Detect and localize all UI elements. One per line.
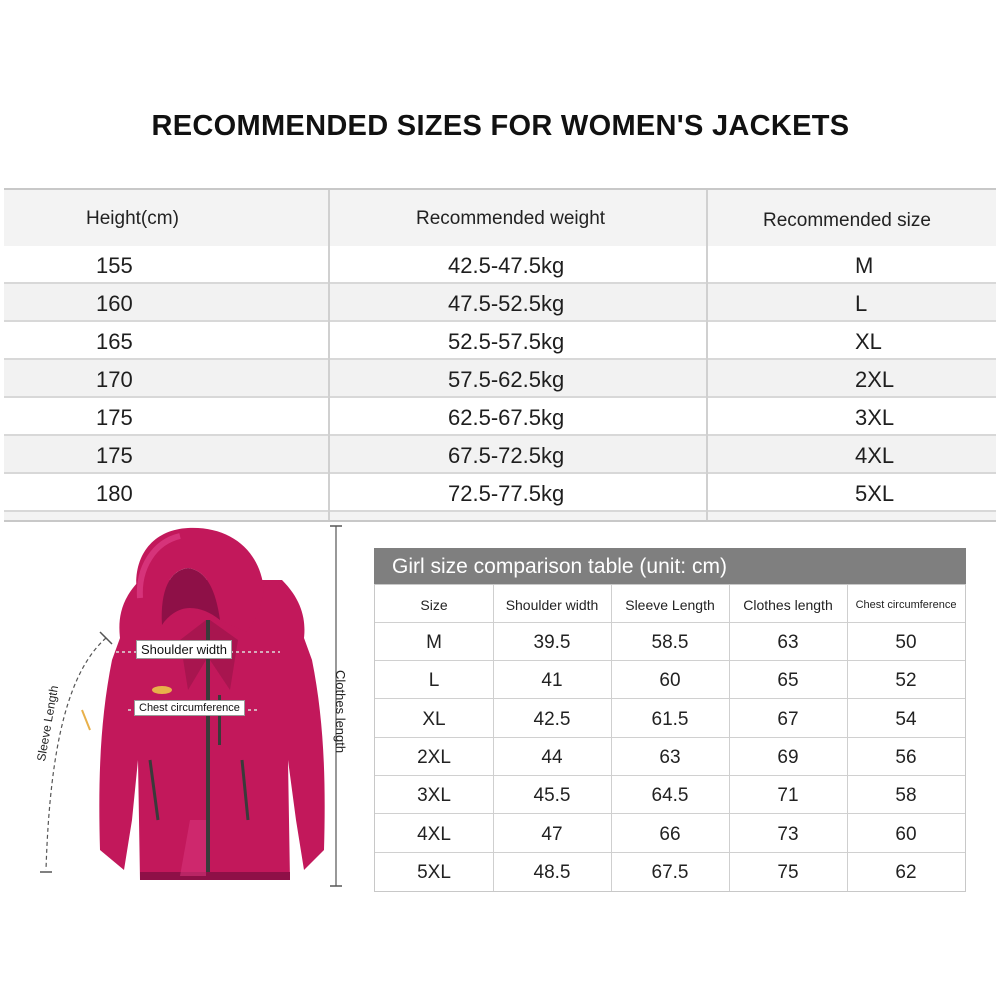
jacket-illustration xyxy=(20,520,360,900)
size-table-cell: 63 xyxy=(659,746,681,768)
sleeve-length-label: Sleeve Length xyxy=(34,684,62,763)
height-cell: 175 xyxy=(96,405,133,430)
table-row xyxy=(4,246,996,284)
size-table-cell: 67 xyxy=(777,708,799,730)
size-table-cell: 39.5 xyxy=(533,632,571,653)
size-table-cell: 54 xyxy=(895,708,917,730)
size-table-cell: 65 xyxy=(777,670,799,692)
table-row xyxy=(4,436,996,474)
size-table-cell: L xyxy=(428,670,440,692)
size-table-cell: 56 xyxy=(895,746,917,768)
shoulder-width-label: Shoulder width xyxy=(136,640,232,659)
size-table-cell: 47 xyxy=(541,823,563,845)
size-cell: M xyxy=(855,253,874,278)
size-table-cell: M xyxy=(426,632,442,653)
size-table-cell: 58 xyxy=(895,785,917,807)
size-table-cell: 41 xyxy=(541,670,563,692)
size-table-row xyxy=(375,623,965,661)
size-table-cell: 52 xyxy=(895,670,917,692)
size-table-cell: 58.5 xyxy=(651,632,689,653)
size-table-cell: 63 xyxy=(777,632,799,653)
height-cell: 175 xyxy=(96,443,133,468)
weight-cell: 52.5-57.5kg xyxy=(448,329,565,354)
clothes-length-label: Clothes length xyxy=(333,670,348,754)
table-row xyxy=(4,474,996,512)
size-cell: 4XL xyxy=(855,443,895,468)
size-table-title: Girl size comparison table (unit: cm) xyxy=(374,548,966,584)
size-table-cell: 61.5 xyxy=(651,708,689,730)
size-table-cell: 42.5 xyxy=(533,708,571,730)
size-table-cell: XL xyxy=(422,708,446,730)
size-table-cell: 60 xyxy=(895,823,917,845)
size-table-cell: 48.5 xyxy=(533,861,571,883)
height-cell: 180 xyxy=(96,481,133,506)
table-header-row xyxy=(4,190,996,248)
size-cell: 2XL xyxy=(855,367,895,392)
chest-circumference-label: Chest circumference xyxy=(134,700,245,716)
header-size: Recommended size xyxy=(763,210,931,231)
weight-cell: 47.5-52.5kg xyxy=(448,291,565,316)
size-table-cell: 69 xyxy=(777,746,799,768)
size-cell: 5XL xyxy=(855,481,895,506)
size-table-header-cell: Shoulder width xyxy=(505,597,599,613)
size-comparison-table xyxy=(374,584,966,892)
size-cell: XL xyxy=(855,329,882,354)
table-row xyxy=(4,284,996,322)
height-cell: 165 xyxy=(96,329,133,354)
size-table-row xyxy=(375,700,965,738)
size-table-header-cell: Chest circumference xyxy=(855,599,957,611)
size-table-cell: 66 xyxy=(659,823,681,845)
size-cell: 3XL xyxy=(855,405,895,430)
weight-cell: 72.5-77.5kg xyxy=(448,481,565,506)
size-table-cell: 64.5 xyxy=(651,785,689,807)
size-table-row xyxy=(375,815,965,853)
size-table-cell: 71 xyxy=(777,785,799,807)
page-title: RECOMMENDED SIZES FOR WOMEN'S JACKETS xyxy=(151,110,850,142)
size-table-header-cell: Sleeve Length xyxy=(625,597,715,613)
size-table-cell: 50 xyxy=(895,632,917,653)
size-table-cell: 44 xyxy=(541,746,563,768)
weight-cell: 67.5-72.5kg xyxy=(448,443,565,468)
size-table-cell: 4XL xyxy=(417,823,451,845)
size-table-header-row xyxy=(375,585,965,623)
header-height: Height(cm) xyxy=(86,208,179,229)
recommended-size-table xyxy=(4,188,996,522)
size-cell: L xyxy=(855,291,868,316)
size-table-cell: 60 xyxy=(659,670,681,692)
size-table-cell: 5XL xyxy=(417,861,451,883)
table-row xyxy=(4,322,996,360)
size-table-cell: 73 xyxy=(777,823,799,845)
size-table-header-cell: Size xyxy=(420,597,448,613)
weight-cell: 42.5-47.5kg xyxy=(448,253,565,278)
table-row xyxy=(4,360,996,398)
height-cell: 170 xyxy=(96,367,133,392)
size-table-cell: 2XL xyxy=(417,746,451,768)
size-table-row xyxy=(375,776,965,814)
size-table-row xyxy=(375,661,965,699)
size-table-cell: 67.5 xyxy=(651,861,689,883)
size-table-cell: 3XL xyxy=(417,785,451,807)
size-table-cell: 62 xyxy=(895,861,917,883)
header-weight: Recommended weight xyxy=(416,208,606,229)
size-table-cell: 45.5 xyxy=(533,785,571,807)
size-table-row xyxy=(375,853,965,890)
height-cell: 160 xyxy=(96,291,133,316)
weight-cell: 62.5-67.5kg xyxy=(448,405,565,430)
table-row xyxy=(4,398,996,436)
size-table-row xyxy=(375,738,965,776)
size-table-cell: 75 xyxy=(777,861,799,883)
size-table-header-cell: Clothes length xyxy=(743,597,833,613)
height-cell: 155 xyxy=(96,253,133,278)
weight-cell: 57.5-62.5kg xyxy=(448,367,565,392)
